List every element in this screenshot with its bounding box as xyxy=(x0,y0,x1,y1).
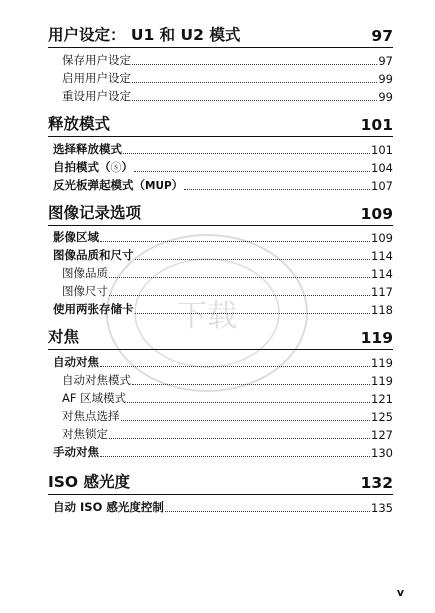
toc-entry[interactable] xyxy=(48,497,393,515)
entry-page-number: 119 xyxy=(371,374,393,388)
section-title: 对焦 xyxy=(48,328,80,346)
toc-entry[interactable] xyxy=(48,406,393,424)
entry-page-number: 114 xyxy=(371,249,393,263)
toc-entry[interactable] xyxy=(48,175,393,193)
section-page-number: 119 xyxy=(360,329,393,347)
section-title: 用户设定： U1 和 U2 模式 xyxy=(48,26,241,44)
section-page-number: 101 xyxy=(360,116,393,134)
entry-page-number: 119 xyxy=(371,356,393,370)
dot-leader xyxy=(121,420,371,421)
entry-page-number: 114 xyxy=(371,267,393,281)
entry-label: 影像区域 xyxy=(53,230,99,244)
toc-entry[interactable] xyxy=(48,50,393,68)
section-divider xyxy=(48,136,393,137)
section-page-number: 97 xyxy=(371,27,393,45)
section-title: ISO 感光度 xyxy=(48,473,131,491)
section-divider xyxy=(48,47,393,48)
section-title: 释放模式 xyxy=(48,115,111,133)
section-page-number: 132 xyxy=(360,474,393,492)
mirror-up-icon: MUP xyxy=(145,180,172,192)
dot-leader xyxy=(123,153,370,154)
entry-label: 重设用户设定 xyxy=(62,89,131,103)
entry-label: 选择释放模式 xyxy=(53,142,122,156)
dot-leader xyxy=(127,402,370,403)
toc-entry[interactable] xyxy=(48,442,393,460)
entry-label: 自动对焦 xyxy=(53,355,99,369)
dot-leader xyxy=(132,64,377,65)
entry-label: 对焦锁定 xyxy=(62,427,108,441)
entry-label: 图像品质和尺寸 xyxy=(53,248,134,262)
section-page-number: 109 xyxy=(360,205,393,223)
dot-leader xyxy=(109,438,370,439)
entry-label: 自动 ISO 感光度控制 xyxy=(53,500,164,514)
entry-label: AF 区域模式 xyxy=(62,391,127,405)
entry-page-number: 99 xyxy=(378,90,393,104)
entry-page-number: 104 xyxy=(371,161,393,175)
dot-leader xyxy=(165,511,370,512)
entry-label: 使用两张存储卡 xyxy=(53,302,134,316)
dot-leader xyxy=(134,171,370,172)
dot-leader xyxy=(100,456,370,457)
dot-leader xyxy=(184,189,370,190)
entry-page-number: 121 xyxy=(371,392,393,406)
entry-label: 图像尺寸 xyxy=(62,284,108,298)
toc-entry[interactable] xyxy=(48,68,393,86)
entry-label-after: ） xyxy=(171,178,184,192)
entry-page-number: 99 xyxy=(378,72,393,86)
toc-entry[interactable] xyxy=(48,139,393,157)
section-heading-user-settings[interactable] xyxy=(48,19,393,45)
entry-page-number: 118 xyxy=(371,303,393,317)
entry-page-number: 135 xyxy=(371,501,393,515)
entry-label-wrapper xyxy=(48,159,133,175)
entry-page-number: 107 xyxy=(371,179,393,193)
entry-page-number: 127 xyxy=(371,428,393,442)
section-heading-image-recording[interactable] xyxy=(48,197,393,223)
toc-entry[interactable] xyxy=(48,424,393,442)
section-divider xyxy=(48,494,393,495)
entry-label: 图像品质 xyxy=(62,266,108,280)
toc-entry[interactable] xyxy=(48,86,393,104)
entry-label: 反光板弹起模式（ xyxy=(53,178,145,192)
section-title: 图像记录选项 xyxy=(48,204,142,222)
entry-label: 对焦点选择 xyxy=(62,409,120,423)
entry-page-number: 109 xyxy=(371,231,393,245)
section-heading-iso[interactable] xyxy=(48,466,393,492)
entry-label: 手动对焦 xyxy=(53,445,99,459)
entry-page-number: 125 xyxy=(371,410,393,424)
entry-label: 启用用户设定 xyxy=(62,71,131,85)
self-timer-icon: ⓢ xyxy=(110,161,122,174)
entry-label: 自动对焦模式 xyxy=(62,373,131,387)
dot-leader xyxy=(132,100,377,101)
section-heading-release-mode[interactable] xyxy=(48,108,393,134)
toc-entry[interactable] xyxy=(48,157,393,175)
entry-label: 自拍模式（ xyxy=(53,160,111,174)
entry-page-number: 97 xyxy=(378,54,393,68)
entry-label-wrapper xyxy=(48,177,183,193)
entry-page-number: 101 xyxy=(371,143,393,157)
watermark-text: 下载 xyxy=(177,299,237,334)
entry-label-after: ） xyxy=(121,160,133,174)
dot-leader xyxy=(132,82,377,83)
entry-page-number: 117 xyxy=(371,285,393,299)
watermark-stamp xyxy=(102,228,312,402)
entry-page-number: 130 xyxy=(371,446,393,460)
entry-label: 保存用户设定 xyxy=(62,53,131,67)
section-divider xyxy=(48,225,393,226)
page-number-footer: v xyxy=(396,586,404,599)
